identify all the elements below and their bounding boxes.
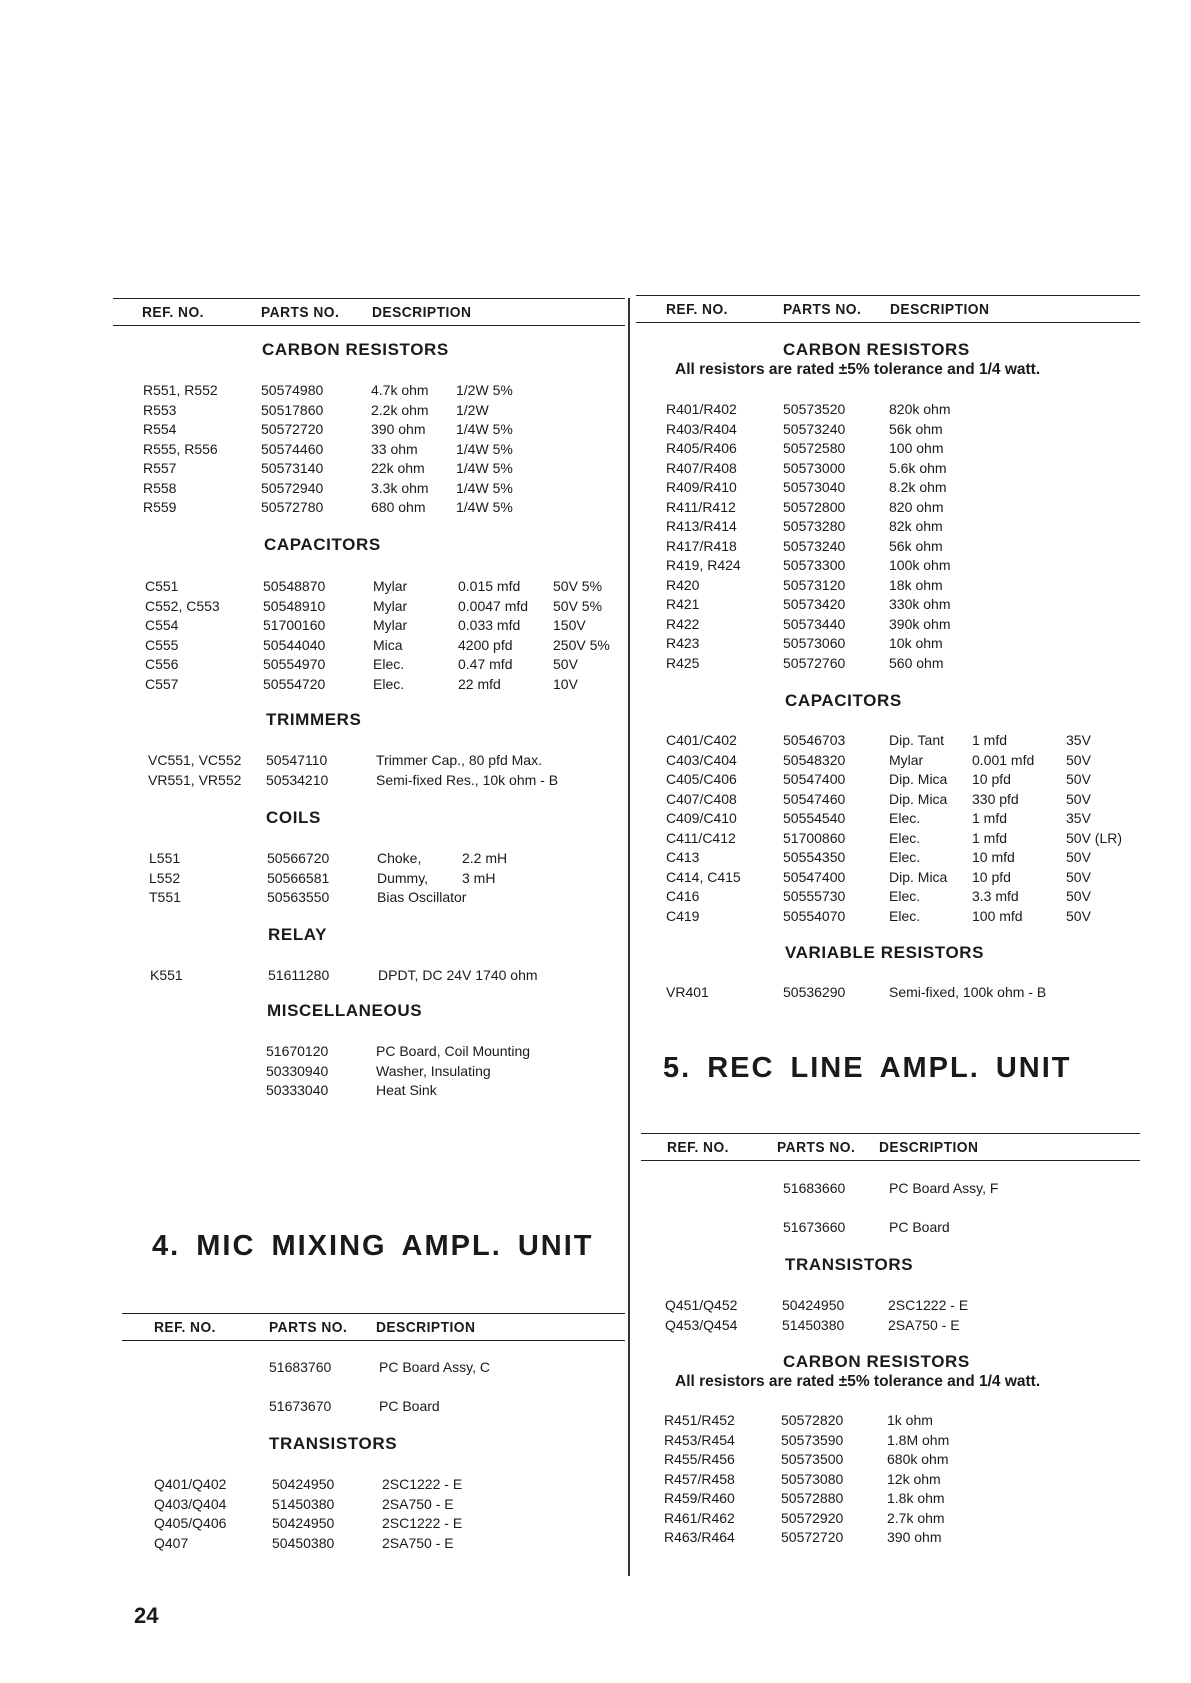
section-heading-miscellaneous: MISCELLANEOUS <box>267 1001 423 1020</box>
cell-description: PC Board Assy, C <box>379 1359 491 1375</box>
cell-parts-no: 50573240 <box>783 420 846 437</box>
cell-description: 8.2k ohm <box>889 479 947 495</box>
cell-rating: 50V 5% <box>553 597 603 614</box>
cell-description: DPDT, DC 24V 1740 ohm <box>378 967 538 983</box>
cell-rating: 10V <box>553 675 578 692</box>
cell-description: Elec. <box>889 829 921 846</box>
cell-description: Elec. <box>373 675 405 692</box>
cell-parts-no: 50573590 <box>781 1431 844 1448</box>
column-divider <box>628 298 630 1576</box>
col-description: DESCRIPTION <box>376 1319 476 1336</box>
cell-description: 2SC1222 - E <box>382 1515 463 1531</box>
cell-parts-no: 50450380 <box>272 1534 335 1551</box>
cell-description: Elec. <box>889 907 921 924</box>
cell-value: 330 pfd <box>972 790 1019 807</box>
cell-value: 1/4W 5% <box>456 421 513 437</box>
cell-description: Dip. Tant <box>889 732 944 748</box>
cell-value: 0.47 mfd <box>458 656 513 672</box>
cell-description: Washer, Insulating <box>376 1062 491 1079</box>
cell-parts-no: 51450380 <box>272 1495 335 1512</box>
cell-rating: 50V <box>1066 790 1091 807</box>
cell-parts-no: 50566581 <box>267 869 330 886</box>
cell-value: 1/4W 5% <box>456 479 513 496</box>
cell-parts-no: 50566720 <box>267 850 330 866</box>
cell-parts-no: 51673670 <box>269 1398 332 1414</box>
cell-rating: 50V <box>553 656 578 672</box>
col-description: DESCRIPTION <box>372 304 472 321</box>
col-parts-no: PARTS NO. <box>269 1319 348 1336</box>
cell-description: Dip. Mica <box>889 790 948 807</box>
table-header <box>122 1313 625 1341</box>
cell-description: 2SA750 - E <box>888 1316 960 1333</box>
cell-rating: 50V <box>1066 849 1091 865</box>
cell-ref-no: R413/R414 <box>666 518 737 534</box>
cell-parts-no: 50534210 <box>266 771 329 788</box>
cell-description: 1k ohm <box>887 1412 933 1428</box>
cell-ref-no: C411/C412 <box>666 829 736 846</box>
cell-parts-no: 50424950 <box>272 1476 335 1492</box>
cell-ref-no: R419, R424 <box>666 557 741 573</box>
cell-value: 0.033 mfd <box>458 617 521 633</box>
cell-ref-no: R417/R418 <box>666 537 737 554</box>
col-ref-no: REF. NO. <box>154 1319 216 1336</box>
cell-ref-no: K551 <box>150 967 183 983</box>
cell-ref-no: C405/C406 <box>666 771 737 787</box>
cell-rating: 35V <box>1066 810 1091 826</box>
cell-description: Mylar <box>889 751 924 768</box>
cell-description: Semi-fixed, 100k ohm - B <box>889 984 1047 1000</box>
cell-ref-no: R420 <box>666 576 700 593</box>
cell-ref-no: R453/R454 <box>664 1431 735 1448</box>
cell-ref-no: Q401/Q402 <box>154 1476 227 1492</box>
cell-parts-no: 50573520 <box>783 401 846 417</box>
cell-description: Mylar <box>373 617 408 633</box>
cell-description: 22k ohm <box>371 460 425 476</box>
cell-parts-no: 50548320 <box>783 751 846 768</box>
cell-parts-no: 50574460 <box>261 440 324 457</box>
cell-ref-no: C416 <box>666 888 700 904</box>
cell-ref-no: C403/C404 <box>666 751 737 768</box>
cell-description: Elec. <box>889 849 921 865</box>
cell-parts-no: 50547400 <box>783 868 846 885</box>
cell-parts-no: 50554350 <box>783 849 846 865</box>
cell-value: 1/4W 5% <box>456 499 513 515</box>
cell-ref-no: VR551, VR552 <box>148 771 242 788</box>
cell-description: 820k ohm <box>889 401 951 417</box>
cell-description: Choke, <box>377 850 422 866</box>
cell-value: 22 mfd <box>458 675 501 692</box>
cell-parts-no: 50333040 <box>266 1082 329 1098</box>
cell-ref-no: C401/C402 <box>666 732 737 748</box>
cell-parts-no: 50517860 <box>261 401 324 418</box>
cell-value: 1/2W <box>456 401 489 418</box>
cell-ref-no: R551, R552 <box>143 382 218 398</box>
cell-ref-no: R553 <box>143 401 177 418</box>
cell-value: 10 pfd <box>972 868 1011 885</box>
cell-value: 4200 pfd <box>458 636 513 653</box>
cell-description: 33 ohm <box>371 440 418 457</box>
cell-description: 560 ohm <box>889 654 944 671</box>
cell-rating: 250V 5% <box>553 636 610 653</box>
cell-description: 82k ohm <box>889 518 943 534</box>
cell-parts-no: 51670120 <box>266 1043 329 1059</box>
cell-value: 10 pfd <box>972 771 1011 787</box>
cell-ref-no: Q403/Q404 <box>154 1495 227 1512</box>
cell-parts-no: 50572820 <box>781 1412 844 1428</box>
cell-parts-no: 50573040 <box>783 479 846 495</box>
cell-description: 2.2k ohm <box>371 401 429 418</box>
section-heading-capacitors: CAPACITORS <box>785 691 902 710</box>
cell-description: 5.6k ohm <box>889 459 947 476</box>
cell-description: 100 ohm <box>889 440 944 456</box>
cell-parts-no: 50572760 <box>783 654 846 671</box>
cell-parts-no: 50573440 <box>783 615 846 632</box>
cell-parts-no: 51611280 <box>268 967 330 983</box>
cell-parts-no: 50573500 <box>781 1451 844 1467</box>
cell-parts-no: 50572580 <box>783 440 846 456</box>
unit-title-rec-line: 5. REC LINE AMPL. UNIT <box>663 1052 1072 1084</box>
col-ref-no: REF. NO. <box>142 304 204 321</box>
cell-parts-no: 50424950 <box>272 1515 335 1531</box>
cell-description: 2SC1222 - E <box>382 1476 463 1492</box>
table-header <box>636 295 1140 323</box>
cell-ref-no: R461/R462 <box>664 1509 735 1526</box>
cell-parts-no: 50573060 <box>783 635 846 651</box>
cell-parts-no: 50554720 <box>263 675 326 692</box>
section-heading-relay: RELAY <box>268 925 328 944</box>
cell-description: 12k ohm <box>887 1470 941 1487</box>
cell-description: 18k ohm <box>889 576 943 593</box>
cell-description: 56k ohm <box>889 420 943 437</box>
cell-ref-no: R407/R408 <box>666 459 737 476</box>
cell-ref-no: C556 <box>145 656 179 672</box>
cell-ref-no: R459/R460 <box>664 1490 735 1506</box>
cell-value: 1 mfd <box>972 829 1008 846</box>
cell-description: PC Board <box>379 1398 440 1414</box>
cell-value: 3 mH <box>462 869 496 886</box>
cell-description: PC Board Assy, F <box>889 1180 999 1196</box>
cell-parts-no: 50547400 <box>783 771 846 787</box>
cell-parts-no: 50548910 <box>263 597 326 614</box>
cell-ref-no: VC551, VC552 <box>148 752 242 768</box>
cell-ref-no: C409/C410 <box>666 810 737 826</box>
cell-ref-no: Q453/Q454 <box>665 1316 738 1333</box>
cell-parts-no: 50572720 <box>261 421 324 437</box>
col-ref-no: REF. NO. <box>667 1139 729 1156</box>
cell-ref-no: R451/R452 <box>664 1412 735 1428</box>
cell-description: Dip. Mica <box>889 771 948 787</box>
cell-parts-no: 50572720 <box>781 1529 844 1545</box>
cell-parts-no: 50547460 <box>783 790 846 807</box>
cell-ref-no: R554 <box>143 421 177 437</box>
cell-parts-no: 50546703 <box>783 732 846 748</box>
cell-ref-no: R405/R406 <box>666 440 737 456</box>
cell-description: Dummy, <box>377 869 429 886</box>
cell-ref-no: R409/R410 <box>666 479 737 495</box>
cell-description: Elec. <box>889 888 921 904</box>
cell-rating: 50V <box>1066 771 1091 787</box>
cell-parts-no: 50424950 <box>782 1297 845 1313</box>
section-heading-variable-resistors: VARIABLE RESISTORS <box>785 943 985 962</box>
cell-rating: 35V <box>1066 732 1091 748</box>
cell-parts-no: 50573300 <box>783 557 846 573</box>
cell-ref-no: R421 <box>666 596 700 612</box>
section-heading-trimmers: TRIMMERS <box>266 710 362 729</box>
cell-description: Heat Sink <box>376 1082 437 1098</box>
section-heading-carbon-resistors: CARBON RESISTORS <box>783 1352 970 1371</box>
section-heading-capacitors: CAPACITORS <box>264 535 381 554</box>
cell-parts-no: 50573240 <box>783 537 846 554</box>
cell-parts-no: 50554540 <box>783 810 846 826</box>
cell-value: 1/4W 5% <box>456 440 513 457</box>
cell-parts-no: 50573080 <box>781 1470 844 1487</box>
cell-rating: 50V 5% <box>553 578 603 594</box>
cell-parts-no: 51700860 <box>783 829 846 846</box>
cell-ref-no: Q407 <box>154 1534 189 1551</box>
cell-ref-no: C557 <box>145 675 179 692</box>
cell-ref-no: R423 <box>666 635 700 651</box>
cell-ref-no: L552 <box>149 869 181 886</box>
cell-parts-no: 50573120 <box>783 576 846 593</box>
cell-parts-no: 50573000 <box>783 459 846 476</box>
col-parts-no: PARTS NO. <box>783 301 862 318</box>
cell-parts-no: 50563550 <box>267 889 330 905</box>
cell-parts-no: 50573280 <box>783 518 846 534</box>
cell-ref-no: T551 <box>149 889 181 905</box>
cell-description: 10k ohm <box>889 635 943 651</box>
cell-parts-no: 50573140 <box>261 460 324 476</box>
cell-description: Mylar <box>373 578 408 594</box>
section-heading-carbon-resistors: CARBON RESISTORS <box>783 340 970 359</box>
cell-parts-no: 50554970 <box>263 656 326 672</box>
cell-rating: 50V <box>1066 868 1091 885</box>
cell-description: 2SA750 - E <box>382 1534 454 1551</box>
cell-ref-no: R463/R464 <box>664 1529 735 1545</box>
tolerance-note: All resistors are rated ±5% tolerance and 1/4 watt. <box>675 1373 1041 1390</box>
cell-description: 56k ohm <box>889 537 943 554</box>
tolerance-note: All resistors are rated ±5% tolerance and 1/4 watt. <box>675 361 1041 378</box>
cell-ref-no: C419 <box>666 907 700 924</box>
col-ref-no: REF. NO. <box>666 301 728 318</box>
cell-rating: 50V <box>1066 751 1091 768</box>
cell-value: 2.2 mH <box>462 850 508 866</box>
col-description: DESCRIPTION <box>879 1139 979 1156</box>
cell-ref-no: R558 <box>143 479 177 496</box>
section-heading-coils: COILS <box>266 808 321 827</box>
cell-description: Semi-fixed Res., 10k ohm - B <box>376 771 559 788</box>
cell-rating: 150V <box>553 617 586 633</box>
cell-parts-no: 50330940 <box>266 1062 329 1079</box>
cell-parts-no: 50574980 <box>261 382 324 398</box>
cell-value: 0.015 mfd <box>458 578 521 594</box>
col-description: DESCRIPTION <box>890 301 990 318</box>
cell-description: Trimmer Cap., 80 pfd Max. <box>376 752 542 768</box>
cell-description: 2SC1222 - E <box>888 1297 969 1313</box>
cell-rating: 50V <box>1066 888 1091 904</box>
cell-ref-no: R425 <box>666 654 700 671</box>
cell-ref-no: R557 <box>143 460 177 476</box>
cell-description: Bias Oscillator <box>377 889 467 905</box>
cell-parts-no: 50573420 <box>783 596 846 612</box>
cell-parts-no: 51683760 <box>269 1359 332 1375</box>
unit-title-mic-mixing: 4. MIC MIXING AMPL. UNIT <box>152 1230 594 1262</box>
cell-description: Mica <box>373 636 403 653</box>
cell-ref-no: Q451/Q452 <box>665 1297 738 1313</box>
section-heading-transistors: TRANSISTORS <box>269 1434 398 1453</box>
cell-description: 4.7k ohm <box>371 382 429 398</box>
cell-description: 680k ohm <box>887 1451 949 1467</box>
cell-ref-no: C551 <box>145 578 179 594</box>
cell-parts-no: 50572920 <box>781 1509 844 1526</box>
cell-description: PC Board <box>889 1219 950 1235</box>
cell-value: 1/4W 5% <box>456 460 513 476</box>
cell-description: 3.3k ohm <box>371 479 429 496</box>
cell-description: Dip. Mica <box>889 868 948 885</box>
cell-ref-no: R422 <box>666 615 700 632</box>
cell-value: 0.001 mfd <box>972 751 1035 768</box>
cell-description: 1.8M ohm <box>887 1431 950 1448</box>
cell-description: 680 ohm <box>371 499 426 515</box>
cell-description: 2SA750 - E <box>382 1495 454 1512</box>
cell-ref-no: C552, C553 <box>145 597 220 614</box>
cell-ref-no: C407/C408 <box>666 790 737 807</box>
cell-parts-no: 50572780 <box>261 499 324 515</box>
cell-description: 1.8k ohm <box>887 1490 945 1506</box>
cell-parts-no: 50544040 <box>263 636 326 653</box>
cell-ref-no: R555, R556 <box>143 440 218 457</box>
cell-ref-no: C554 <box>145 617 179 633</box>
cell-parts-no: 50554070 <box>783 907 846 924</box>
cell-parts-no: 50572880 <box>781 1490 844 1506</box>
cell-ref-no: C414, C415 <box>666 868 741 885</box>
cell-ref-no: R457/R458 <box>664 1470 735 1487</box>
cell-ref-no: R403/R404 <box>666 420 737 437</box>
cell-parts-no: 51673660 <box>783 1219 846 1235</box>
cell-description: Elec. <box>373 656 405 672</box>
cell-value: 3.3 mfd <box>972 888 1019 904</box>
cell-value: 0.0047 mfd <box>458 597 529 614</box>
cell-ref-no: C413 <box>666 849 700 865</box>
cell-description: 2.7k ohm <box>887 1509 945 1526</box>
cell-description: PC Board, Coil Mounting <box>376 1043 531 1059</box>
col-parts-no: PARTS NO. <box>261 304 340 321</box>
cell-ref-no: R401/R402 <box>666 401 737 417</box>
cell-ref-no: L551 <box>149 850 181 866</box>
cell-parts-no: 50555730 <box>783 888 846 904</box>
cell-parts-no: 50572940 <box>261 479 324 496</box>
cell-description: 820 ohm <box>889 498 944 515</box>
cell-rating: 50V (LR) <box>1066 829 1123 846</box>
cell-parts-no: 50548870 <box>263 578 326 594</box>
cell-value: 1 mfd <box>972 810 1008 826</box>
cell-ref-no: R411/R412 <box>666 498 736 515</box>
cell-description: 390k ohm <box>889 615 951 632</box>
cell-rating: 50V <box>1066 907 1091 924</box>
cell-ref-no: Q405/Q406 <box>154 1515 227 1531</box>
cell-ref-no: R559 <box>143 499 177 515</box>
cell-parts-no: 50536290 <box>783 984 846 1000</box>
cell-value: 10 mfd <box>972 849 1015 865</box>
cell-ref-no: C555 <box>145 636 179 653</box>
cell-description: Mylar <box>373 597 408 614</box>
cell-value: 100 mfd <box>972 907 1023 924</box>
cell-description: 390 ohm <box>371 421 426 437</box>
cell-description: Elec. <box>889 810 921 826</box>
cell-description: 390 ohm <box>887 1529 942 1545</box>
cell-parts-no: 51700160 <box>263 617 326 633</box>
cell-description: 330k ohm <box>889 596 951 612</box>
cell-parts-no: 50572800 <box>783 498 846 515</box>
col-parts-no: PARTS NO. <box>777 1139 856 1156</box>
table-header <box>641 1133 1140 1161</box>
page-number: 24 <box>134 1603 159 1628</box>
section-heading-transistors: TRANSISTORS <box>785 1255 914 1274</box>
cell-parts-no: 51683660 <box>783 1180 846 1196</box>
cell-ref-no: VR401 <box>666 984 709 1000</box>
cell-value: 1 mfd <box>972 732 1008 748</box>
cell-value: 1/2W 5% <box>456 382 513 398</box>
cell-parts-no: 51450380 <box>782 1316 845 1333</box>
section-heading-carbon-resistors: CARBON RESISTORS <box>262 340 449 359</box>
table-header <box>113 298 625 326</box>
cell-description: 100k ohm <box>889 557 951 573</box>
cell-parts-no: 50547110 <box>266 752 328 768</box>
cell-ref-no: R455/R456 <box>664 1451 735 1467</box>
